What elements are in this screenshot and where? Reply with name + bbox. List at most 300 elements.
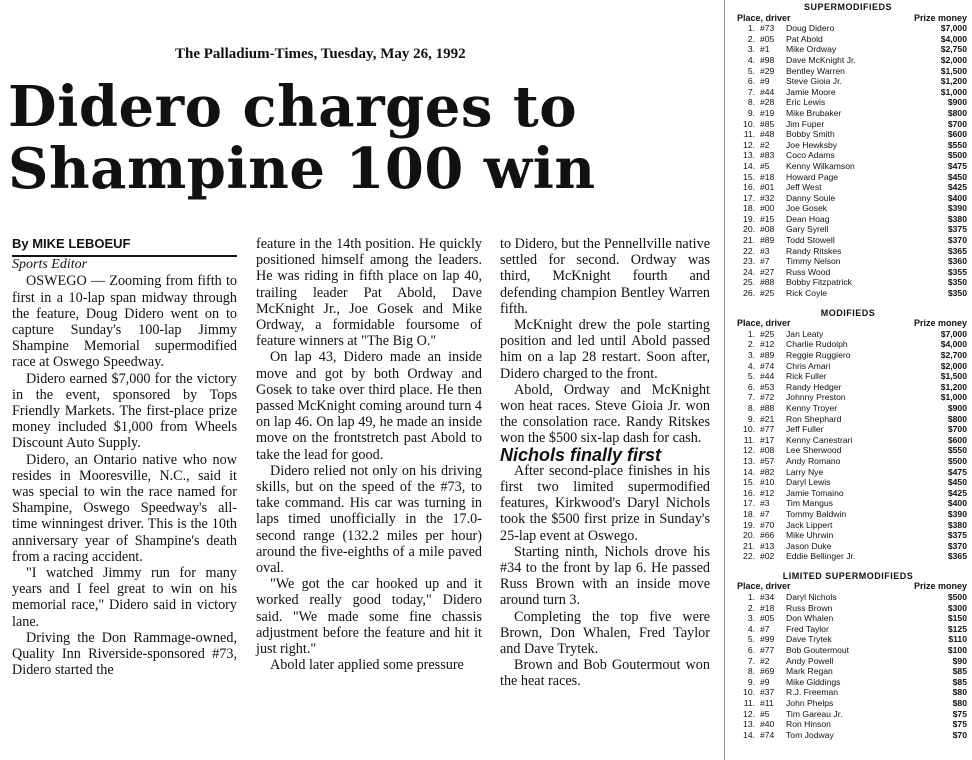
row-prize: $365 — [947, 245, 967, 256]
row-prize: $700 — [947, 118, 967, 129]
row-prize: $800 — [947, 413, 967, 424]
row-car-number: #08 — [760, 224, 775, 235]
row-driver: Tim Mangus — [786, 498, 833, 509]
row-car-number: #85 — [760, 118, 775, 129]
row-prize: $1,500 — [940, 65, 967, 76]
row-driver: Lee Sherwood — [786, 445, 842, 456]
row-car-number: #72 — [760, 392, 775, 403]
row-prize: $375 — [947, 530, 967, 541]
results-row — [725, 698, 971, 709]
row-driver: Dave McKnight Jr. — [786, 54, 856, 65]
row-place: 10. — [743, 424, 755, 435]
results-row — [725, 624, 971, 635]
results-row — [725, 140, 971, 151]
row-car-number: #99 — [760, 634, 775, 645]
row-car-number: #19 — [760, 107, 775, 118]
row-driver: Mike Brubaker — [786, 107, 842, 118]
results-row — [725, 477, 971, 488]
article-column-2 — [256, 236, 482, 673]
row-car-number: #74 — [760, 360, 775, 371]
row-prize: $1,500 — [940, 371, 967, 382]
row-car-number: #12 — [760, 339, 775, 350]
row-driver: Jeff Fuller — [786, 424, 824, 435]
results-row — [725, 214, 971, 225]
row-place: 4. — [747, 54, 755, 65]
paragraph: "We got the car hooked up and it worked really good today," Didero said. "We made some fine chassis adjustment before the feature and hit it just right." — [256, 576, 482, 658]
row-car-number: #37 — [760, 687, 775, 698]
row-driver: Andy Powell — [786, 655, 834, 666]
row-car-number: #00 — [760, 203, 775, 214]
results-header — [725, 581, 971, 592]
row-driver: Andy Romano — [786, 455, 841, 466]
row-place: 4. — [747, 623, 755, 634]
article-column-3 — [500, 236, 710, 690]
byline-role: Sports Editor — [12, 257, 88, 273]
row-car-number: #3 — [760, 245, 770, 256]
results-row — [725, 246, 971, 257]
row-prize: $450 — [947, 477, 967, 488]
row-prize: $350 — [947, 288, 967, 299]
results-row — [725, 730, 971, 741]
row-place: 19. — [743, 213, 755, 224]
row-driver: R.J. Freeman — [786, 687, 839, 698]
row-prize: $450 — [947, 171, 967, 182]
row-place: 12. — [743, 708, 755, 719]
header-place-driver: Place, driver — [737, 318, 791, 329]
row-place: 25. — [743, 277, 755, 288]
results-row — [725, 656, 971, 667]
row-place: 15. — [743, 171, 755, 182]
results-row — [725, 613, 971, 624]
results-row — [725, 592, 971, 603]
row-driver: Timmy Nelson — [786, 256, 841, 267]
paragraph: Didero relied not only on his driving skills, but on the speed of the #73, to take command. His car was turning in laps timed unofficially in the 17.0-second range (132.2 miles per hour) around the five-eighths of a mile paved oval. — [256, 462, 482, 577]
row-prize: $370 — [947, 540, 967, 551]
row-driver: Jamie Moore — [786, 86, 836, 97]
row-driver: Daryl Nichols — [786, 592, 837, 603]
row-place: 17. — [743, 192, 755, 203]
results-row — [725, 541, 971, 552]
row-prize: $900 — [947, 97, 967, 108]
paragraph: After second-place finishes in his first two limited supermodified features, Kirkwood's Daryl Nichols took the $500 first prize in Sunday's 25-lap event at Oswego. — [500, 462, 710, 544]
results-row — [725, 414, 971, 425]
row-car-number: #10 — [760, 477, 775, 488]
row-driver: Jeff West — [786, 182, 822, 193]
results-row — [725, 467, 971, 478]
section-gap — [725, 299, 971, 306]
row-driver: Mark Regan — [786, 666, 833, 677]
results-row — [725, 445, 971, 456]
row-place: 3. — [747, 613, 755, 624]
row-driver: Johnny Preston — [786, 392, 846, 403]
row-car-number: #08 — [760, 445, 775, 456]
row-car-number: #7 — [760, 508, 770, 519]
results-row — [725, 719, 971, 730]
paragraph: Abold later applied some pressure — [270, 657, 464, 674]
row-driver: Tom Jodway — [786, 729, 834, 740]
row-driver: Jamie Tomaino — [786, 487, 844, 498]
row-car-number: #98 — [760, 54, 775, 65]
row-place: 24. — [743, 266, 755, 277]
row-driver: Ron Hinson — [786, 719, 831, 730]
section-gap — [725, 562, 971, 569]
row-car-number: #5 — [760, 708, 770, 719]
row-place: 17. — [743, 498, 755, 509]
results-row — [725, 34, 971, 45]
results-row — [725, 87, 971, 98]
row-driver: Bentley Warren — [786, 65, 845, 76]
row-place: 18. — [743, 508, 755, 519]
row-driver: Mike Giddings — [786, 676, 841, 687]
row-prize: $380 — [947, 519, 967, 530]
paragraph: "I watched Jimmy run for many years and I feel great to win on his memorial race," Didero said in victory lane. — [12, 565, 237, 630]
row-place: 9. — [747, 107, 755, 118]
row-place: 7. — [747, 86, 755, 97]
row-prize: $600 — [947, 129, 967, 140]
results-row — [725, 224, 971, 235]
row-car-number: #25 — [760, 288, 775, 299]
paragraph: OSWEGO — Zooming from fifth to first in a 10-lap span midway through the feature, Doug Didero went on to capture Sunday's 100-lap Jimmy Shampine Memorial supermodified race at Oswego Speedway. — [12, 273, 237, 371]
row-driver: Jan Leaty — [786, 328, 824, 339]
row-driver: Rick Coyle — [786, 288, 828, 299]
row-prize: $355 — [947, 266, 967, 277]
row-place: 11. — [743, 129, 755, 140]
row-prize: $390 — [947, 508, 967, 519]
row-driver: Coco Adams — [786, 150, 835, 161]
row-driver: Kenny Troyer — [786, 402, 838, 413]
header-place-driver: Place, driver — [737, 581, 791, 592]
results-header — [725, 13, 971, 24]
row-car-number: #44 — [760, 86, 775, 97]
row-prize: $500 — [947, 150, 967, 161]
row-driver: Larry Nye — [786, 466, 824, 477]
row-car-number: #28 — [760, 97, 775, 108]
row-place: 21. — [743, 235, 755, 246]
results-row — [725, 371, 971, 382]
row-car-number: #32 — [760, 192, 775, 203]
results-row — [725, 361, 971, 372]
results-row — [725, 66, 971, 77]
row-driver: Mike Uhrwin — [786, 530, 834, 541]
row-prize: $900 — [947, 402, 967, 413]
row-car-number: #70 — [760, 519, 775, 530]
row-prize: $400 — [947, 498, 967, 509]
row-driver: Tim Gareau Jr. — [786, 708, 843, 719]
row-car-number: #77 — [760, 424, 775, 435]
results-row — [725, 551, 971, 562]
row-driver: Russ Brown — [786, 602, 833, 613]
row-place: 3. — [747, 44, 755, 55]
results-row — [725, 382, 971, 393]
results-row — [725, 339, 971, 350]
results-row — [725, 456, 971, 467]
row-place: 6. — [747, 381, 755, 392]
results-row — [725, 97, 971, 108]
header-place-driver: Place, driver — [737, 12, 791, 23]
header-prize-money: Prize money — [913, 318, 967, 329]
row-place: 1. — [747, 23, 755, 34]
results-row — [725, 498, 971, 509]
row-car-number: #74 — [760, 729, 775, 740]
row-place: 14. — [743, 160, 755, 171]
row-car-number: #88 — [760, 402, 775, 413]
row-place: 12. — [743, 445, 755, 456]
row-place: 7. — [747, 392, 755, 403]
row-car-number: #89 — [760, 350, 775, 360]
results-row — [725, 709, 971, 720]
row-driver: John Phelps — [786, 698, 834, 708]
results-row — [725, 288, 971, 299]
row-car-number: #83 — [760, 150, 775, 161]
row-driver: Eddie Bellinger Jr. — [786, 551, 856, 562]
paragraph: Driving the Don Rammage-owned, Quality Inn Riverside-sponsored #73, Didero started the — [12, 629, 237, 679]
row-prize: $4,000 — [940, 339, 967, 350]
row-car-number: #18 — [760, 602, 775, 613]
row-driver: Dave Trytek — [786, 634, 832, 645]
row-driver: Eric Lewis — [786, 97, 826, 108]
row-car-number: #02 — [760, 551, 775, 562]
results-row — [725, 329, 971, 340]
row-prize: $100 — [947, 645, 967, 656]
results-row — [725, 687, 971, 698]
row-place: 5. — [747, 65, 755, 76]
results-row — [725, 193, 971, 204]
paragraph: Brown and Bob Goutermout won the heat races. — [500, 657, 710, 690]
row-prize: $380 — [947, 213, 967, 224]
row-driver: Kenny Wilkamson — [786, 160, 855, 171]
row-prize: $425 — [947, 487, 967, 498]
row-car-number: #21 — [760, 413, 775, 424]
row-car-number: #5 — [760, 160, 770, 171]
row-car-number: #88 — [760, 277, 775, 288]
row-driver: Dean Hoag — [786, 213, 830, 224]
row-car-number: #13 — [760, 540, 775, 551]
results-row — [725, 76, 971, 87]
results-row — [725, 435, 971, 446]
row-car-number: #9 — [760, 676, 770, 687]
row-prize: $80 — [952, 698, 967, 708]
row-car-number: #34 — [760, 592, 775, 603]
row-place: 2. — [747, 339, 755, 350]
results-row — [725, 23, 971, 34]
row-place: 19. — [743, 519, 755, 530]
row-prize: $600 — [947, 434, 967, 445]
row-place: 8. — [747, 666, 755, 677]
results-section-title: LIMITED SUPERMODIFIEDS — [782, 570, 914, 581]
row-place: 14. — [743, 729, 755, 740]
row-place: 4. — [747, 360, 755, 371]
row-driver: Jim Fuper — [786, 118, 825, 129]
row-place: 13. — [743, 719, 755, 730]
results-row — [725, 392, 971, 403]
row-driver: Bobby Fitzpatrick — [786, 277, 852, 288]
row-driver: Don Whalen — [786, 613, 834, 624]
row-driver: Reggie Ruggiero — [786, 350, 851, 360]
row-driver: Danny Soule — [786, 192, 836, 203]
row-car-number: #53 — [760, 381, 775, 392]
row-place: 8. — [747, 402, 755, 413]
paragraph: Didero, an Ontario native who now resides in Mooresville, N.C., said it was special to win the race named for Shampine, Oswego Speedway's all-time winningest driver. This is the 10th anniversary year of Shampine's death from a racing accident. — [12, 451, 237, 565]
row-place: 12. — [743, 139, 755, 150]
row-place: 13. — [743, 455, 755, 466]
results-row — [725, 150, 971, 161]
row-car-number: #73 — [760, 23, 775, 34]
row-driver: Jack Lippert — [786, 519, 833, 530]
row-place: 20. — [743, 224, 755, 235]
results-row — [725, 350, 971, 361]
row-prize: $375 — [947, 224, 967, 235]
results-row — [725, 119, 971, 130]
results-header — [725, 318, 971, 329]
row-prize: $2,000 — [940, 360, 967, 371]
row-car-number: #27 — [760, 266, 775, 277]
row-prize: $300 — [947, 602, 967, 613]
row-prize: $700 — [947, 424, 967, 435]
results-row — [725, 603, 971, 614]
row-driver: Todd Stowell — [786, 235, 835, 246]
row-place: 2. — [747, 33, 755, 44]
dateline: The Palladium-Times, Tuesday, May 26, 1992 — [175, 46, 466, 62]
results-row — [725, 520, 971, 531]
row-place: 22. — [743, 245, 755, 256]
row-prize: $400 — [947, 192, 967, 203]
row-car-number: #2 — [760, 655, 770, 666]
row-driver: Chris Amari — [786, 360, 831, 371]
results-row — [725, 403, 971, 414]
row-driver: Fred Taylor — [786, 623, 829, 634]
row-prize: $475 — [947, 160, 967, 171]
row-car-number: #48 — [760, 129, 775, 140]
row-car-number: #25 — [760, 328, 775, 339]
row-place: 15. — [743, 477, 755, 488]
row-place: 18. — [743, 203, 755, 214]
row-place: 9. — [747, 676, 755, 687]
paragraph: McKnight drew the pole starting position and led until Abold passed him on a lap 28 restart. Soon after, Didero charged to the front. — [500, 317, 710, 382]
row-place: 6. — [747, 76, 755, 87]
row-driver: Gary Syrell — [786, 224, 829, 235]
row-prize: $500 — [947, 592, 967, 603]
row-prize: $500 — [947, 455, 967, 466]
article-column-1 — [12, 236, 237, 678]
row-prize: $1,000 — [940, 86, 967, 97]
row-prize: $90 — [952, 655, 967, 666]
row-prize: $475 — [947, 466, 967, 477]
row-prize: $550 — [947, 139, 967, 150]
row-prize: $350 — [947, 277, 967, 288]
row-prize: $1,200 — [940, 381, 967, 392]
row-car-number: #44 — [760, 371, 775, 382]
row-car-number: #89 — [760, 235, 775, 246]
row-prize: $2,000 — [940, 54, 967, 65]
row-car-number: #77 — [760, 645, 775, 656]
row-prize: $75 — [952, 719, 967, 730]
results-row — [725, 509, 971, 520]
header-prize-money: Prize money — [913, 12, 967, 23]
row-place: 10. — [743, 687, 755, 698]
row-prize: $85 — [952, 666, 967, 677]
results-row — [725, 55, 971, 66]
row-driver: Ron Shephard — [786, 413, 842, 424]
row-driver: Tommy Baldwin — [786, 508, 847, 519]
results-row — [725, 108, 971, 119]
row-prize: $4,000 — [940, 33, 967, 44]
paragraph: Completing the top five were Brown, Don Whalen, Fred Taylor and Dave Trytek. — [500, 608, 710, 658]
results-box — [724, 0, 971, 760]
results-row — [725, 256, 971, 267]
row-car-number: #11 — [760, 698, 774, 708]
row-driver: Randy Ritskes — [786, 245, 842, 256]
row-place: 23. — [743, 256, 755, 267]
row-car-number: #7 — [760, 256, 770, 267]
row-driver: Jason Duke — [786, 540, 832, 551]
row-car-number: #7 — [760, 623, 770, 634]
row-car-number: #05 — [760, 33, 775, 44]
row-prize: $1,000 — [940, 392, 967, 403]
row-prize: $70 — [952, 729, 967, 740]
headline — [8, 76, 708, 200]
results-row — [725, 44, 971, 55]
row-driver: Steve Gioia Jr. — [786, 76, 842, 87]
row-driver: Mike Ordway — [786, 44, 837, 55]
results-section-title: MODIFIEDS — [820, 307, 876, 318]
row-driver: Rick Fuller — [786, 371, 827, 382]
headline-line-2: Shampine 100 win — [8, 136, 596, 202]
byline: By MIKE LEBOEUF — [12, 236, 237, 257]
row-place: 14. — [743, 466, 755, 477]
results-row — [725, 235, 971, 246]
row-prize: $80 — [952, 687, 967, 698]
results-row — [725, 277, 971, 288]
row-place: 5. — [747, 634, 755, 645]
results-row — [725, 172, 971, 183]
row-car-number: #15 — [760, 213, 775, 224]
paragraph: Didero earned $7,000 for the victory in the event, sponsored by Tops Friendly Markets. The first-place prize money included $1,000 from Wheels Discount Auto Supply. — [12, 370, 237, 452]
row-prize: $85 — [952, 676, 967, 687]
row-driver: Russ Wood — [786, 266, 831, 277]
row-driver: Howard Page — [786, 171, 839, 182]
row-prize: $2,700 — [940, 350, 967, 360]
results-row — [725, 530, 971, 541]
row-car-number: #1 — [760, 44, 770, 55]
row-car-number: #2 — [760, 139, 770, 150]
row-car-number: #29 — [760, 65, 775, 76]
row-driver: Bob Goutermout — [786, 645, 850, 656]
row-prize: $365 — [947, 551, 967, 562]
results-row — [725, 666, 971, 677]
row-place: 5. — [747, 371, 755, 382]
results-row — [725, 267, 971, 278]
headline-line-1: Didero charges to — [8, 74, 578, 140]
row-prize: $425 — [947, 182, 967, 193]
row-driver: Randy Hedger — [786, 381, 842, 392]
row-driver: Kenny Canestrari — [786, 434, 853, 445]
results-section-title: SUPERMODIFIEDS — [803, 2, 892, 12]
row-place: 8. — [747, 97, 755, 108]
row-place: 13. — [743, 150, 755, 161]
results-row — [725, 488, 971, 499]
row-prize: $2,750 — [940, 44, 967, 55]
row-place: 20. — [743, 530, 755, 541]
row-prize: $7,000 — [940, 23, 967, 34]
row-driver: Joe Gosek — [786, 203, 828, 214]
results-row — [725, 677, 971, 688]
results-row — [725, 424, 971, 435]
row-driver: Daryl Lewis — [786, 477, 831, 488]
row-prize: $550 — [947, 445, 967, 456]
row-prize: $360 — [947, 256, 967, 267]
row-car-number: #66 — [760, 530, 775, 541]
row-prize: $7,000 — [940, 328, 967, 339]
